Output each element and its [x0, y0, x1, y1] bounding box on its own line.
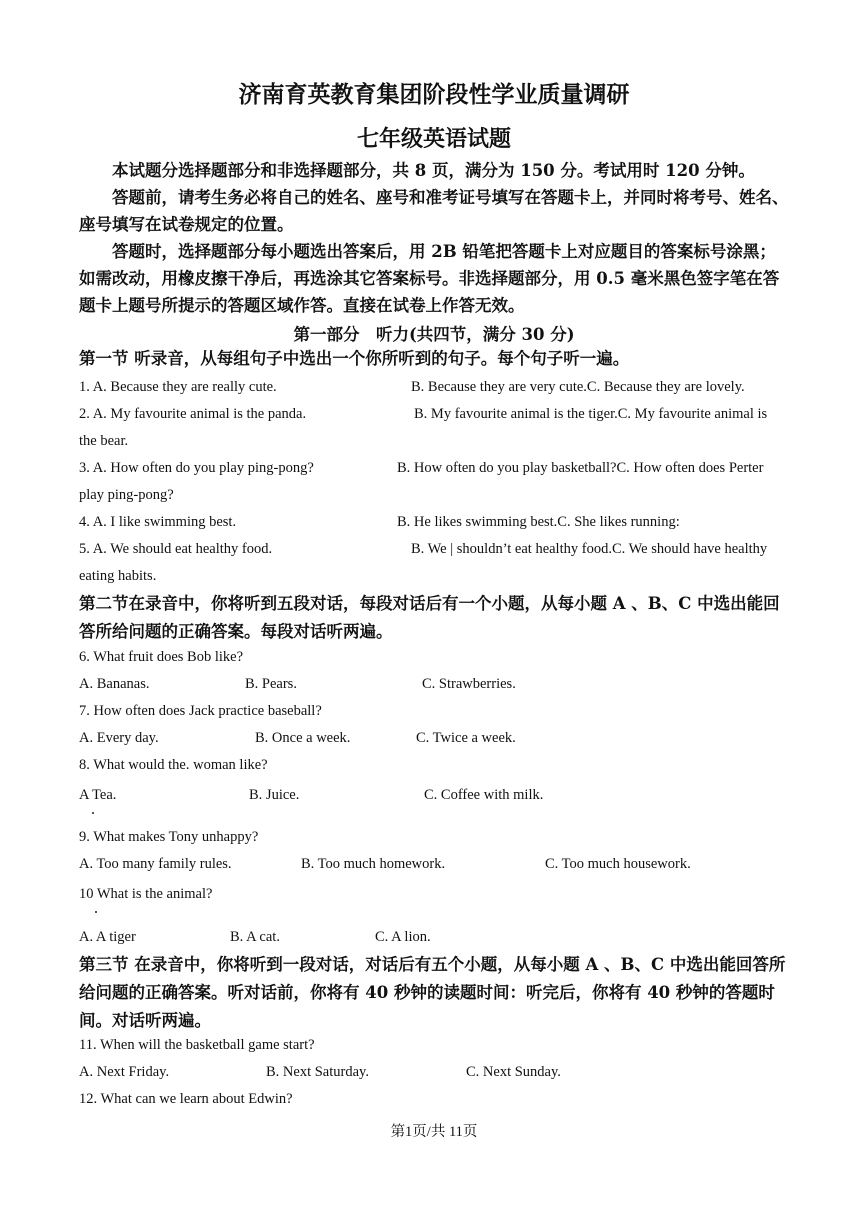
section-three-heading: 第三节 在录音中，你将听到一段对话，对话后有五个小题，从每小题 A 、B、C 中选出能回答所给问题的正确答案。听对话前，你将有 40 秒钟的读题时间：听完后，你将有 40 秒钟的答题时间。对话听两遍。	[79, 955, 786, 1030]
option-continuation: play ping-pong?	[79, 487, 174, 503]
option-b-c: B. We | shouldn’t eat healthy food.C. We should have healthy	[411, 541, 768, 557]
page-footer: 第1页/共 11页	[390, 1124, 478, 1140]
option-b-c: B. Because they are very cute.C. Because they are lovely.	[411, 379, 745, 395]
instruction-paragraph: 答题时，选择题部分每小题选出答案后，用 2B 铅笔把答题卡上对应题目的答案标号涂黑；如需改动，用橡皮擦干净后，再选涂其它答案标号。非选择题部分，用 0.5 毫米黑色签字笔在答题卡上题号所提示的答题区域作答。直接在试卷上作答无效。	[79, 242, 780, 315]
option-a: A. A tiger	[79, 929, 136, 945]
exam-subtitle: 七年级英语试题	[356, 126, 511, 152]
section-one-heading: 第一节 听录音，从每组句子中选出一个你所听到的句子。每个句子听一遍。	[79, 349, 630, 368]
option-b: B. Pears.	[245, 676, 297, 692]
option-a: 5. A. We should eat healthy food.	[79, 541, 273, 557]
option-a: A. Every day.	[79, 730, 159, 746]
option-b: B. A cat.	[230, 929, 280, 945]
option-a: 1. A. Because they are really cute.	[79, 379, 277, 395]
option-b: B. Juice.	[249, 787, 300, 803]
option-a: 2. A. My favourite animal is the panda.	[79, 406, 307, 422]
instruction-paragraph: 答题前，请考生务必将自己的姓名、座号和准考证号填写在答题卡上，并同时将考号、姓名、座号填写在试卷规定的位置。	[79, 188, 789, 234]
option-c: C. Coffee with milk.	[424, 787, 544, 803]
instruction-paragraph: 本试题分选择题部分和非选择题部分，共 8 页，满分为 150 分。考试用时 120 分钟。	[112, 161, 755, 180]
option-a: 3. A. How often do you play ping-pong?	[79, 460, 314, 476]
question-9-stem: 9. What makes Tony unhappy?	[79, 829, 259, 845]
option-b: B. Once a week.	[255, 730, 351, 746]
option-continuation: eating habits.	[79, 568, 157, 584]
question-8-stem: 8. What would the. woman like?	[79, 757, 268, 773]
instructions	[79, 157, 791, 319]
option-continuation: the bear.	[79, 433, 129, 449]
question-11-stem: 11. When will the basketball game start?	[79, 1037, 315, 1053]
part-one-heading: 第一部分 听力(共四节，满分 30 分)	[293, 325, 575, 344]
question-7-stem: 7. How often does Jack practice baseball?	[79, 703, 322, 719]
option-c: C. Too much housework.	[545, 856, 691, 872]
option-b-c: B. How often do you play basketball?C. How often does Perter	[397, 460, 764, 476]
question-12-stem: 12. What can we learn about Edwin?	[79, 1091, 293, 1107]
option-b: B. Too much homework.	[301, 856, 446, 872]
option-a: A. Next Friday.	[79, 1064, 170, 1080]
option-b-c: B. He likes swimming best.C. She likes running:	[397, 514, 680, 530]
option-a: A Tea.	[79, 787, 117, 803]
exam-title: 济南育英教育集团阶段性学业质量调研	[238, 81, 630, 108]
option-a: A. Too many family rules.	[79, 856, 232, 872]
question-6-stem: 6. What fruit does Bob like?	[79, 649, 244, 665]
option-c: C. A lion.	[375, 929, 431, 945]
option-b: B. Next Saturday.	[266, 1064, 369, 1080]
option-b-c: B. My favourite animal is the tiger.C. My favourite animal is	[414, 406, 768, 422]
stray-mark	[92, 812, 94, 814]
option-a: A. Bananas.	[79, 676, 150, 692]
question-10-stem: 10 What is the animal?	[79, 886, 213, 902]
option-c: C. Next Sunday.	[466, 1064, 561, 1080]
option-a: 4. A. I like swimming best.	[79, 514, 237, 530]
stray-mark	[95, 911, 97, 913]
option-c: C. Twice a week.	[416, 730, 516, 746]
section-two-heading: 第二节在录音中，你将听到五段对话，每段对话后有一个小题，从每小题 A 、B、C 中选出能回答所给问题的正确答案。每段对话听两遍。	[79, 594, 780, 641]
option-c: C. Strawberries.	[422, 676, 516, 692]
